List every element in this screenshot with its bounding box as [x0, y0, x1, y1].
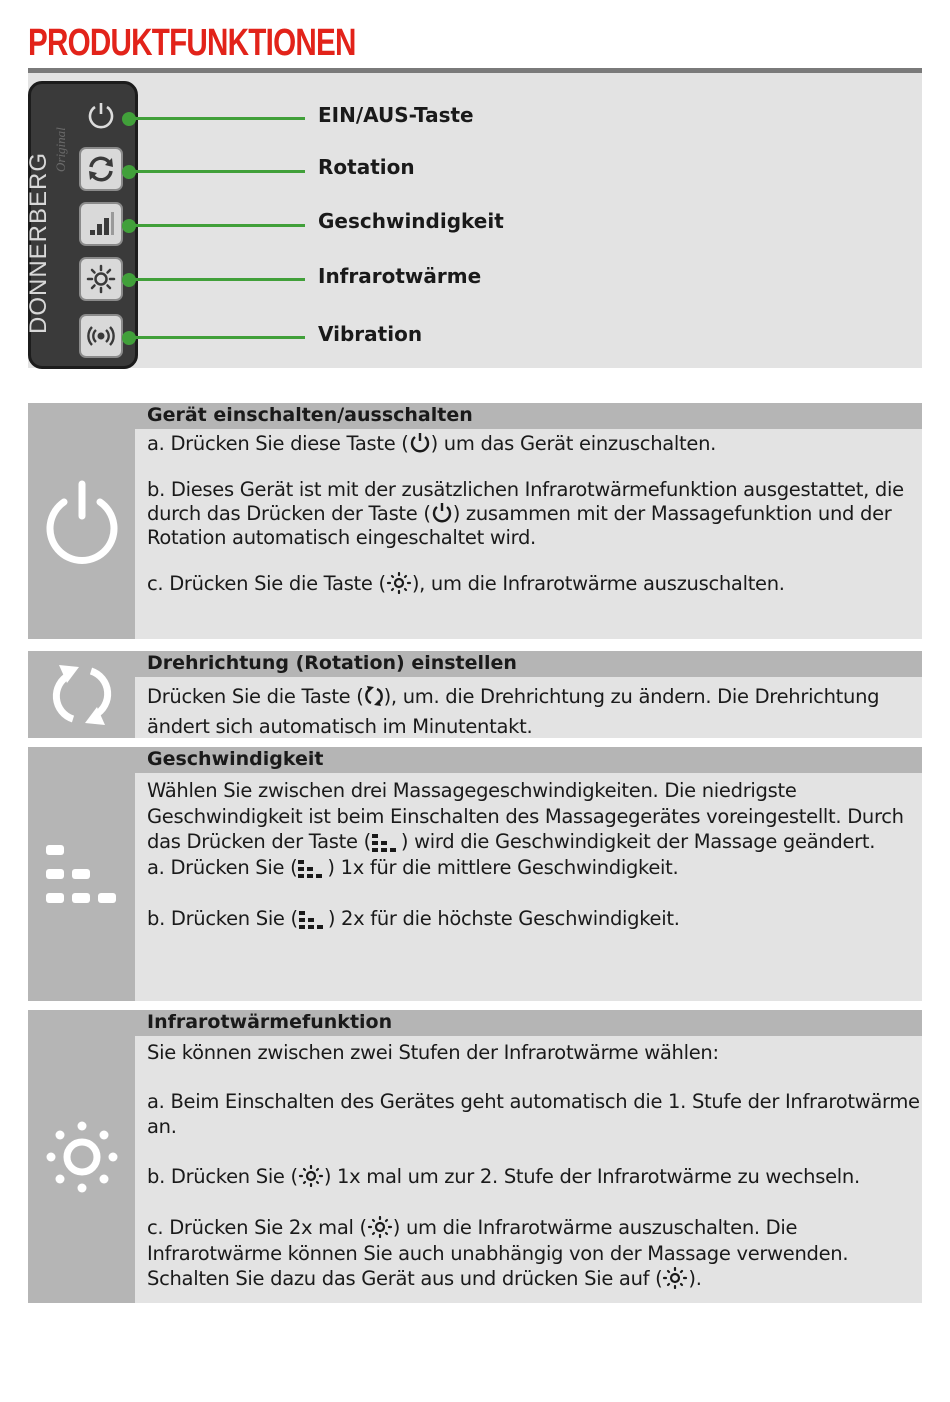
section-icon-area — [28, 747, 135, 1001]
power-icon — [85, 100, 117, 132]
section-body: Sie können zwischen zwei Stufen der Infrarotwärme wählen: a. Beim Einschalten des Gerätes geht automatisch die 1. Stufe der Infrarotwärme an. b. Drücken Sie ( ) 1x mal um zur 2. Stufe der Infrarotwärme zu wechseln. c. Drücken Sie 2x mal ( ) um die Infrarotwärme auszuschalten. Die Infrarotwärme können Sie auch unabhängig von der Massage verwenden. Schalten Sie dazu das Gerät aus und drücken Sie auf ( ). — [147, 1041, 920, 1290]
section-title: Geschwindigkeit — [147, 748, 324, 770]
section-power — [28, 403, 922, 639]
feature-label-heat: Infrarotwärme — [318, 264, 482, 288]
heat-icon — [298, 1165, 324, 1187]
heat-icon — [85, 263, 117, 295]
connector-line — [133, 224, 305, 227]
speed-icon — [371, 832, 401, 852]
section-title: Drehrichtung (Rotation) einstellen — [147, 652, 517, 674]
connector-line — [133, 336, 305, 339]
speed-icon — [44, 843, 120, 905]
heat-button[interactable] — [79, 257, 123, 301]
section-heat — [28, 1010, 922, 1303]
section-title: Gerät einschalten/ausschalten — [147, 404, 473, 426]
brand-logo: DONNERBERG — [25, 151, 52, 334]
feature-label-speed: Geschwindigkeit — [318, 209, 504, 233]
section-rotation — [28, 651, 922, 738]
heat-icon — [367, 1216, 393, 1238]
heat-icon — [44, 1119, 120, 1195]
power-button[interactable] — [79, 94, 123, 138]
rotation-icon — [364, 685, 384, 707]
feature-label-power: EIN/AUS-Taste — [318, 103, 474, 127]
heat-icon — [386, 572, 412, 594]
feature-label-vibration: Vibration — [318, 322, 423, 346]
section-body: a. Drücken Sie diese Taste ( ) um das Gerät einzuschalten. b. Dieses Gerät ist mit der zusätzlichen Infrarotwärmefunktion ausgestattet, die durch das Drücken der Taste ( ) zusammen mit der Massagefunktion und der Rotation automatisch eingeschaltet wird. c. Drücken Sie die Taste ( ), um die Infrarotwärme auszuschalten. — [147, 432, 904, 595]
speed-icon — [298, 909, 328, 929]
page-title: PRODUKTFUNKTIONEN — [28, 22, 356, 64]
speed-button[interactable] — [79, 202, 123, 246]
power-icon — [409, 432, 431, 454]
section-icon-area — [28, 403, 135, 639]
speed-icon — [297, 858, 327, 878]
rotation-button[interactable] — [79, 147, 123, 191]
section-icon-area — [28, 651, 135, 738]
vibration-icon — [85, 320, 117, 352]
heat-icon — [662, 1267, 688, 1289]
connector-line — [133, 170, 305, 173]
section-body: Wählen Sie zwischen drei Massagegeschwindigkeiten. Die niedrigste Geschwindigkeit ist beim Einschalten des Massagegerätes voreingestellt. Durch das Drücken der Taste ( ) wird die Geschwindigkeit der Massage geändert. a. Drücken Sie ( ) 1x für die mittlere Geschwindigkeit. b. Drücken Sie ( ) 2x für die höchste Geschwindigkeit. — [147, 779, 904, 930]
rotation-icon — [47, 659, 117, 731]
product-functions-panel — [25, 73, 922, 368]
connector-line — [133, 278, 305, 281]
section-body: Drücken Sie die Taste ( ), um. die Drehrichtung zu ändern. Die Drehrichtung ändert sich automatisch im Minutentakt. — [147, 685, 880, 738]
connector-line — [133, 117, 305, 120]
feature-label-rotation: Rotation — [318, 155, 415, 179]
section-title: Infrarotwärmefunktion — [147, 1011, 393, 1033]
section-icon-area — [28, 1010, 135, 1303]
vibration-button[interactable] — [79, 314, 123, 358]
rotation-icon — [85, 153, 117, 185]
power-icon — [431, 502, 453, 524]
brand-sub-logo: Original — [53, 127, 68, 172]
power-icon — [44, 478, 120, 564]
speed-icon — [85, 208, 117, 240]
section-speed — [28, 747, 922, 1001]
